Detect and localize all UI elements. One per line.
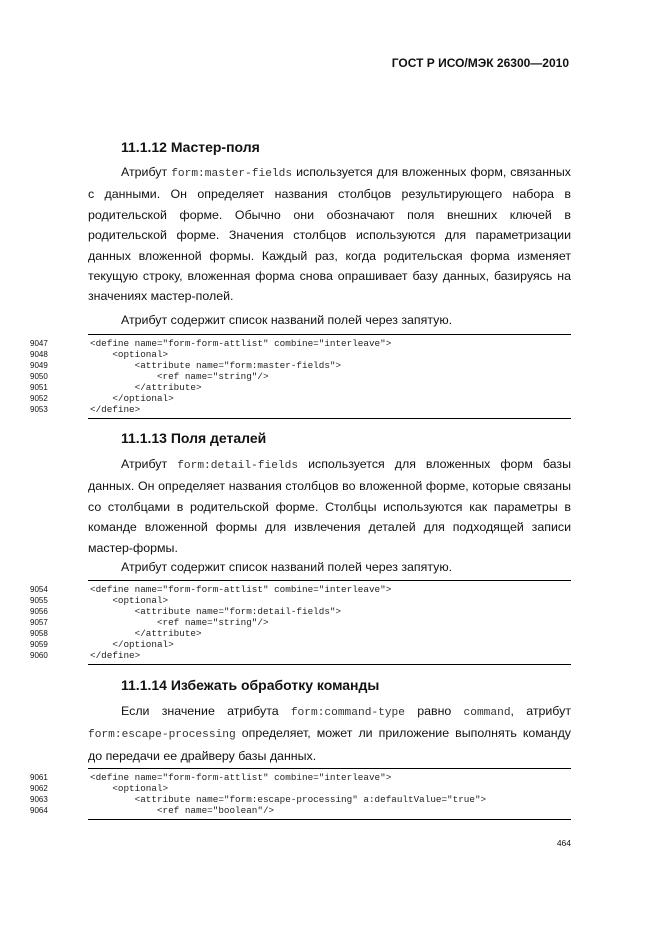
- inline-code: form:command-type: [290, 707, 405, 719]
- code-text: <optional>: [90, 595, 169, 606]
- paragraph-master-fields-list: Атрибут содержит список названий полей через запятую.: [121, 313, 453, 327]
- code-line: [30, 772, 571, 783]
- paragraph-text: Если значение атрибута: [121, 704, 291, 718]
- line-number: 9057: [30, 618, 48, 627]
- page-number: 464: [556, 838, 571, 848]
- line-number: 9056: [30, 607, 48, 616]
- paragraph-master-fields: [88, 162, 571, 307]
- code-text: <attribute name="form:escape-processing" a:defaultValue="true">: [90, 794, 487, 805]
- code-block-detail-fields: [30, 580, 571, 665]
- code-block-escape-processing: [30, 768, 571, 820]
- line-number: 9062: [30, 784, 48, 793]
- code-line: [30, 617, 571, 628]
- inline-code: form:detail-fields: [177, 460, 299, 472]
- code-line: [30, 393, 571, 404]
- code-text: <attribute name="form:master-fields">: [90, 360, 342, 371]
- line-number: 9053: [30, 405, 48, 414]
- line-number: 9061: [30, 773, 48, 782]
- inline-code: form:master-fields: [171, 168, 293, 180]
- code-text: <define name="form-form-attlist" combine="interleave">: [90, 772, 392, 783]
- code-line: [30, 628, 571, 639]
- inline-code: command: [463, 707, 511, 719]
- line-number: 9054: [30, 585, 48, 594]
- line-number: 9058: [30, 629, 48, 638]
- line-number: 9049: [30, 361, 48, 370]
- paragraph-text: Атрибут: [121, 165, 172, 179]
- code-line: [30, 595, 571, 606]
- line-number: 9064: [30, 806, 48, 815]
- code-line: [30, 805, 571, 816]
- code-text: </define>: [90, 650, 141, 661]
- paragraph-text: используется для вложенных форм, связанных с данными. Он определяет названия столбцов результирующего набора в родительской форме. Обычно они обозначают поля внешних ключей в родительской форме. Значения столбцов используются для параметризации данных вложенной формы. Каждый раз, когда родительская форма изменяет текущую строку, вложенная форма снова опрашивает базу данных, базируясь на значениях мастер-полей.: [88, 165, 571, 304]
- code-text: </attribute>: [90, 628, 202, 639]
- inline-code: form:escape-processing: [88, 729, 236, 742]
- line-number: 9063: [30, 795, 48, 804]
- code-line: [30, 338, 571, 349]
- section-heading-detail-fields: 11.1.13 Поля деталей: [121, 430, 267, 446]
- code-line: [30, 650, 571, 661]
- line-number: 9050: [30, 372, 48, 381]
- code-text: <ref name="string"/>: [90, 617, 269, 628]
- code-line: [30, 371, 571, 382]
- code-text: </optional>: [90, 639, 174, 650]
- code-line: [30, 584, 571, 595]
- code-line: [30, 349, 571, 360]
- code-text: </attribute>: [90, 382, 202, 393]
- section-heading-master-fields: 11.1.12 Мастер-поля: [121, 139, 260, 155]
- code-text: </define>: [90, 404, 141, 415]
- line-number: 9052: [30, 394, 48, 403]
- line-number: 9047: [30, 339, 48, 348]
- section-heading-escape-processing: 11.1.14 Избежать обработку команды: [121, 677, 380, 693]
- code-text: <attribute name="form:detail-fields">: [90, 606, 342, 617]
- code-line: [30, 404, 571, 415]
- paragraph-detail-fields-list: Атрибут содержит список названий полей через запятую.: [121, 560, 453, 574]
- code-line: [30, 794, 571, 805]
- paragraph-text: , атрибут: [510, 704, 571, 718]
- paragraph-text: используется для вложенных форм базы данных. Он определяет названия столбцов во вложенной форме, которые связаны со столбцами в родительской форме. Столбцы используются как параметры в команде вложенной формы для извлечения деталей для подходящей записи мастер-формы.: [88, 457, 572, 555]
- code-line: [30, 606, 571, 617]
- code-text: <define name="form-form-attlist" combine="interleave">: [90, 584, 392, 595]
- code-text: <ref name="boolean"/>: [90, 805, 275, 816]
- code-text: <define name="form-form-attlist" combine="interleave">: [90, 338, 392, 349]
- paragraph-escape-processing: [88, 701, 571, 766]
- code-line: [30, 783, 571, 794]
- line-number: 9048: [30, 350, 48, 359]
- code-line: [30, 360, 571, 371]
- code-text: </optional>: [90, 393, 174, 404]
- line-number: 9055: [30, 596, 48, 605]
- code-line: [30, 382, 571, 393]
- paragraph-text: Атрибут: [121, 457, 178, 471]
- code-text: <optional>: [90, 349, 169, 360]
- line-number: 9060: [30, 651, 48, 660]
- paragraph-detail-fields: [88, 454, 571, 558]
- line-number: 9059: [30, 640, 48, 649]
- page-header-title: ГОСТ Р ИСО/МЭК 26300—2010: [391, 56, 569, 70]
- code-block-master-fields: [30, 334, 571, 419]
- paragraph-text: определяет, может ли приложение выполнять команду до передачи ее драйверу базы данных.: [88, 726, 571, 763]
- line-number: 9051: [30, 383, 48, 392]
- code-line: [30, 639, 571, 650]
- paragraph-text: равно: [404, 704, 464, 718]
- code-text: <optional>: [90, 783, 169, 794]
- code-text: <ref name="string"/>: [90, 371, 269, 382]
